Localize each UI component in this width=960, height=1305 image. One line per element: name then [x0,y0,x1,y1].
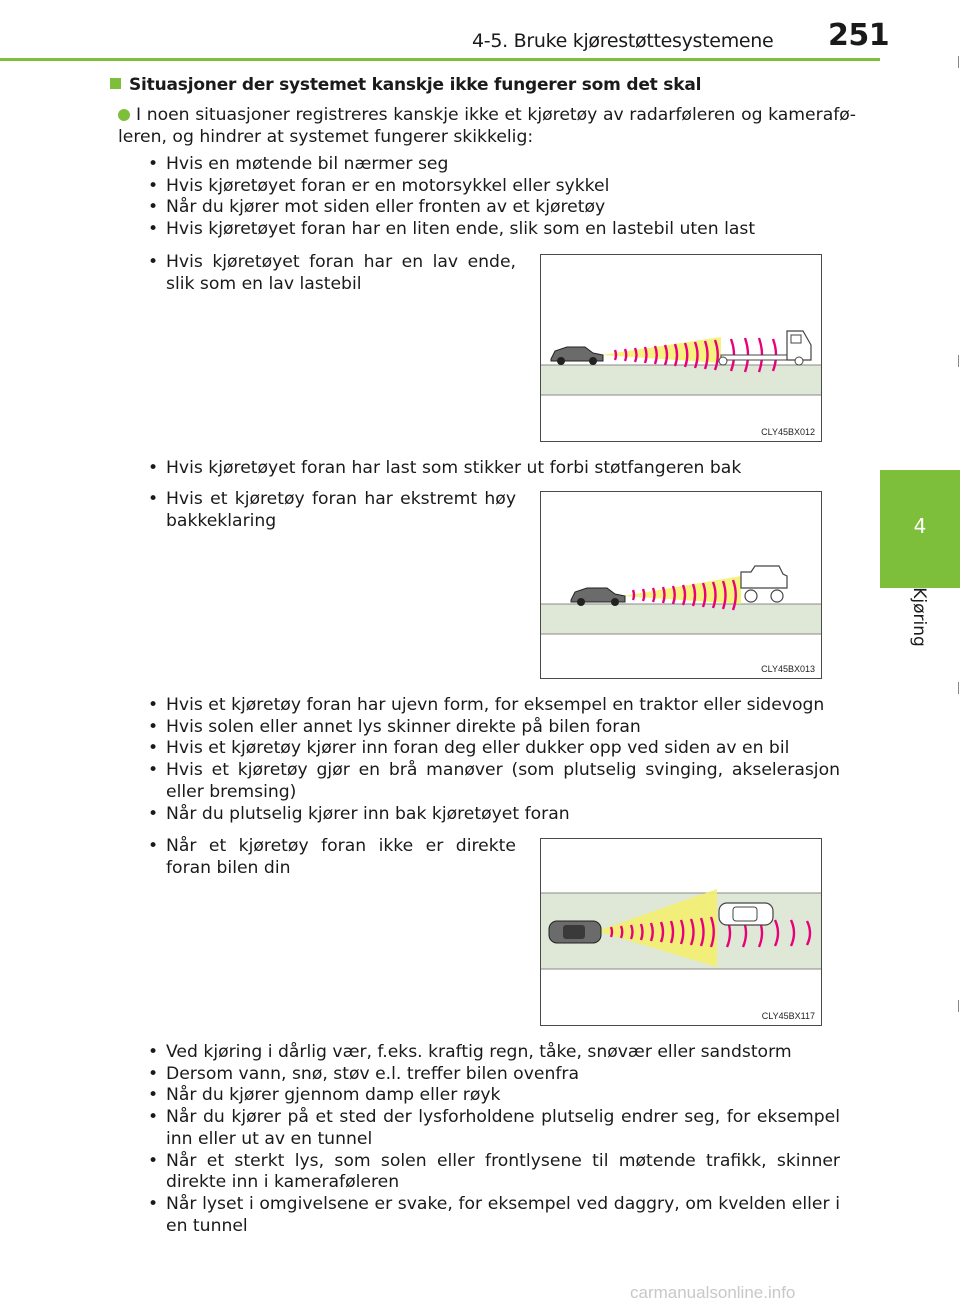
list-item: • Dersom vann, snø, støv e.l. treffer bilen ovenfra [148,1064,840,1086]
figure-caption-list [148,489,516,532]
chapter-number: 4 [913,514,927,538]
header-rule [0,58,880,61]
list-item: • Hvis et kjøretøy foran har ujevn form, for eksempel en traktor eller sidevogn [148,695,840,717]
list-item: • Hvis kjøretøyet foran har en liten ende, slik som en lastebil uten last [148,219,856,241]
list-item: • Når lyset i omgivelsene er svake, for eksempel ved daggry, om kvelden eller i en tunnel [148,1194,840,1237]
bullet-list [148,154,856,241]
figure-offset-vehicle [540,838,822,1026]
list-item: • Hvis kjøretøyet foran har en lav ende, slik som en lav lastebil [148,252,516,295]
margin-tick [958,56,959,68]
list-item: • Når et sterkt lys, som solen eller frontlysene til møtende trafikk, skinner direkte inn i kameraføleren [148,1151,840,1194]
subheading [110,75,701,95]
square-bullet-icon [110,78,121,89]
figure-code: CLY45BX012 [761,427,815,437]
list-item: • Når du plutselig kjører inn bak kjøretøyet foran [148,804,840,826]
offset-vehicle-illustration [541,839,821,1025]
subheading-text: Situasjoner der systemet kanskje ikke fungerer som det skal [129,75,702,95]
list-item: • Hvis et kjøretøy gjør en brå manøver (som plutselig svinging, akselerasjon eller bremsing) [148,760,840,803]
page-number: 251 [828,18,890,53]
list-item: • Hvis en møtende bil nærmer seg [148,154,856,176]
high-clearance-illustration [541,492,821,678]
figure-high-clearance [540,491,822,679]
list-item: • Hvis solen eller annet lys skinner direkte på bilen foran [148,717,840,739]
figure-caption-list [148,252,516,295]
list-item: • Når du kjører mot siden eller fronten av et kjøretøy [148,197,856,219]
list-item: • Når du kjører gjennom damp eller røyk [148,1085,840,1107]
list-item: • Når du kjører på et sted der lysforholdene plutselig endrer seg, for eksempel inn eller ut av en tunnel [148,1107,840,1150]
figure-code: CLY45BX117 [761,1011,815,1021]
margin-tick [958,1000,959,1012]
list-item: • Hvis kjøretøyet foran er en motorsykkel eller sykkel [148,176,856,198]
list-item: • Hvis kjøretøyet foran har last som stikker ut forbi støtfangeren bak [148,458,856,480]
bullet-list [148,695,840,825]
low-truck-illustration [541,255,821,441]
bullet-list [148,458,856,480]
margin-tick [958,682,959,694]
lead-paragraph [118,104,856,148]
margin-tick [958,355,959,367]
circle-bullet-icon [118,109,130,121]
list-item: • Hvis et kjøretøy kjører inn foran deg eller dukker opp ved siden av en bil [148,738,840,760]
figure-caption-list [148,836,516,879]
section-title: 4-5. Bruke kjørestøttesystemene [472,30,774,52]
list-item: • Ved kjøring i dårlig vær, f.eks. kraftig regn, tåke, snøvær eller sandstorm [148,1042,840,1064]
figure-code: CLY45BX013 [761,664,815,674]
lead-text: I noen situasjoner registreres kanskje ikke et kjøretøy av radarføleren og kameraføleren, og hindrer at systemet fungerer skikkelig: [118,105,856,147]
chapter-label: Kjøring [909,587,929,647]
list-item: • Når et kjøretøy foran ikke er direkte foran bilen din [148,836,516,879]
bullet-list [148,1042,840,1237]
chapter-tab [880,470,960,588]
figure-low-truck [540,254,822,442]
watermark: carmanualsonline.info [630,1283,796,1302]
chapter-label-box [906,582,930,662]
list-item: • Hvis et kjøretøy foran har ekstremt høy bakkeklaring [148,489,516,532]
